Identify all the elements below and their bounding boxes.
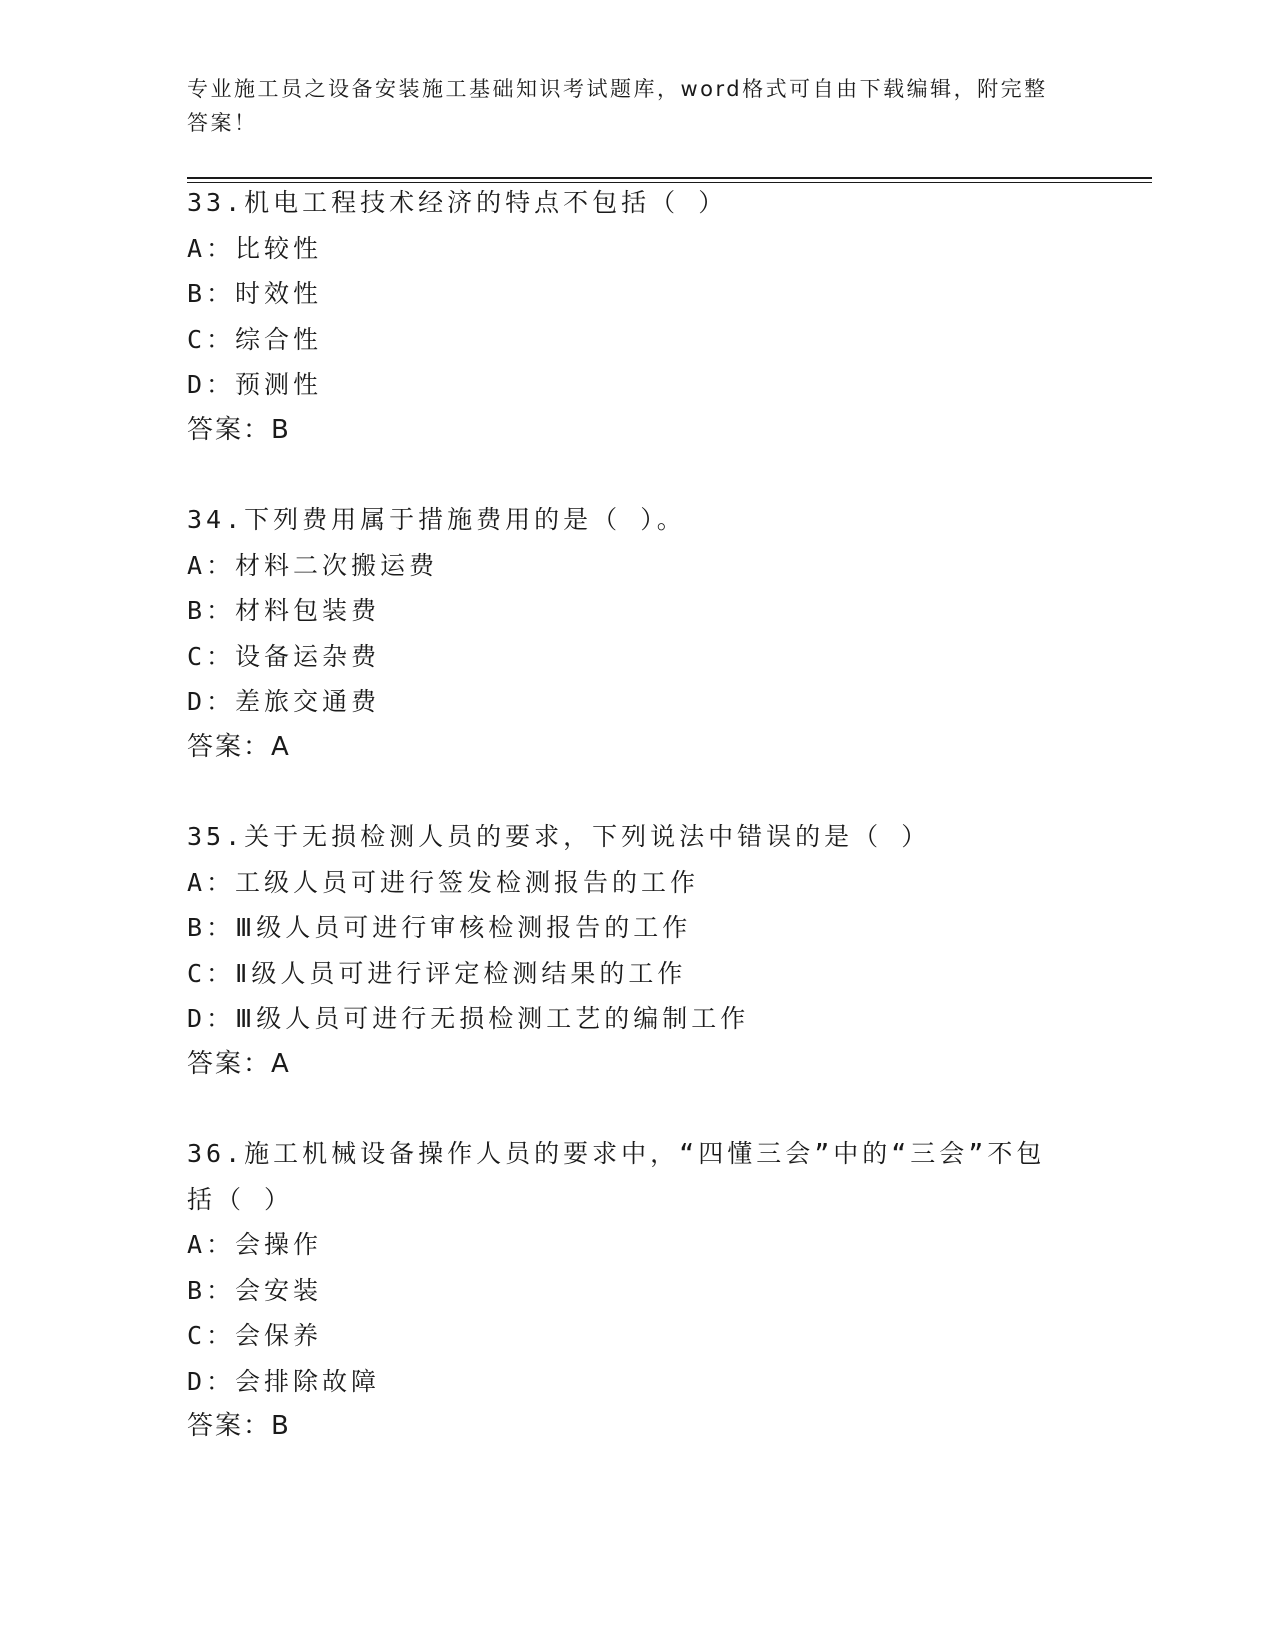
option-d: D：预测性	[187, 370, 323, 399]
question-stem: 35.关于无损检测人员的要求，下列说法中错误的是（ ）	[187, 822, 931, 851]
document-header: 专业施工员之设备安装施工基础知识考试题库，word格式可自由下载编辑，附完整答案！	[187, 77, 1048, 135]
option-b: B：时效性	[187, 279, 323, 308]
answer: 答案：A	[187, 1048, 291, 1079]
option-d: D：差旅交通费	[187, 687, 381, 716]
option-b: B：会安装	[187, 1275, 323, 1305]
option-c: C：会保养	[187, 1321, 323, 1350]
option-a: A：会操作	[187, 1230, 323, 1259]
answer: 答案：B	[187, 1411, 291, 1441]
question-36	[187, 1131, 1087, 1450]
option-b: B：Ⅲ级人员可进行审核检测报告的工作	[187, 913, 692, 942]
answer: 答案：A	[187, 731, 291, 762]
question-34	[187, 497, 1087, 770]
option-a: A：工级人员可进行签发检测报告的工作	[187, 867, 700, 897]
option-a: A：比较性	[187, 233, 323, 263]
option-c: C：设备运杂费	[187, 641, 381, 671]
option-a: A：材料二次搬运费	[187, 550, 439, 580]
option-c: C：Ⅱ级人员可进行评定检测结果的工作	[187, 958, 687, 988]
header-rule-thick	[187, 177, 1152, 179]
question-stem: 36.施工机械设备操作人员的要求中，“四懂三会”中的“三会”不包括（ ）	[187, 1139, 1046, 1214]
question-35	[187, 814, 1087, 1087]
answer: 答案：B	[187, 414, 291, 445]
option-d: D：Ⅲ级人员可进行无损检测工艺的编制工作	[187, 1004, 750, 1033]
question-stem: 34.下列费用属于措施费用的是（ ）。	[187, 505, 686, 534]
question-33	[187, 180, 1087, 453]
question-stem: 33.机电工程技术经济的特点不包括（ ）	[187, 188, 728, 217]
option-c: C：综合性	[187, 324, 323, 354]
option-d: D：会排除故障	[187, 1366, 381, 1396]
option-b: B：材料包装费	[187, 596, 381, 625]
